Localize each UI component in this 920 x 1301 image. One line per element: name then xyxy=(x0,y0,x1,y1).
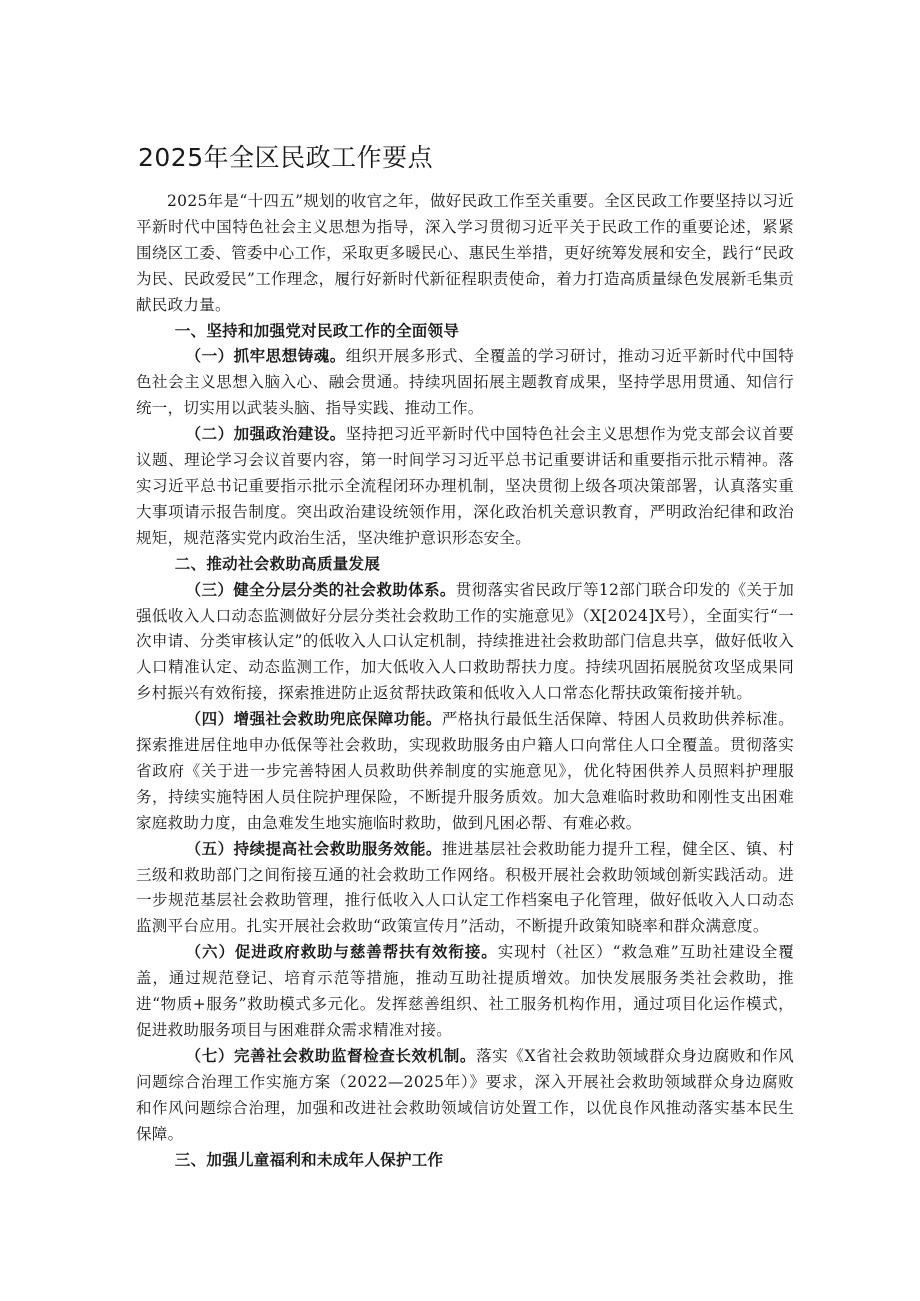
subsection-text: 推进基层社会救助能力提升工程，健全区、镇、村三级和救助部门之间衔接互通的社会救助工作网络。积极开展社会救助领域创新实践活动。进一步规范基层社会救助管理，推行低收入人口认定工作档案电子化管理，做好低收入人口动态监测平台应用。扎实开展社会救助“政策宣传月”活动，不断提升政策知晓率和群众满意度。 xyxy=(136,839,794,936)
subsection-text: 贯彻落实省民政厅等12部门联合印发的《关于加强低收入人口动态监测做好分层分类社会救助工作的实施意见》（X[2024]X号），全面实行“一次申请、分类审核认定”的低收入人口认定机制，持续推进社会救助部门信息共享，做好低收入人口精准认定、动态监测工作，加大低收入人口救助帮扶力度。持续巩固拓展脱贫攻坚成果同乡村振兴有效衔接，探索推进防止返贫帮扶政策和低收入人口常态化帮扶政策衔接并轨。 xyxy=(136,580,794,703)
subsection-text: 组织开展多形式、全覆盖的学习研讨，推动习近平新时代中国特色社会主义思想入脑入心、融会贯通。持续巩固拓展主题教育成果，坚持学思用贯通、知信行统一，切实用以武装头脑、指导实践、推动工作。 xyxy=(136,347,794,418)
subsection-text: 坚持把习近平新时代中国特色社会主义思想作为党支部会议首要议题、理论学习会议首要内容，第一时间学习习近平总书记重要讲话和重要指示批示精神。落实习近平总书记重要指示批示全流程闭环办理机制，坚决贯彻上级各项决策部署，认真落实重大事项请示报告制度。突出政治建设统领作用，深化政治机关意识教育，严明政治纪律和政治规矩，规范落实党内政治生活，坚决维护意识形态安全。 xyxy=(136,425,794,547)
subsection-5 xyxy=(136,837,794,941)
section-heading-1: 一、坚持和加强党对民政工作的全面领导 xyxy=(174,321,460,340)
section-heading-3: 三、加强儿童福利和未成年人保护工作 xyxy=(174,1150,444,1169)
subsection-lead: （七）完善社会救助监督检查长效机制。 xyxy=(185,1046,477,1065)
subsection-2 xyxy=(136,422,794,552)
subsection-text: 实现村（社区）“救急难”互助社建设全覆盖，通过规范登记、培育示范等措施，推动互助社提质增效。加快发展服务类社会救助，推进“物质+服务”救助模式多元化。发挥慈善组织、社工服务机构作用，通过项目化运作模式，促进救助服务项目与困难群众需求精准对接。 xyxy=(136,943,794,1039)
subsection-lead: （一）抓牢思想铸魂。 xyxy=(185,347,346,366)
subsection-4 xyxy=(136,707,794,837)
document-title: 2025年全区民政工作要点 xyxy=(138,143,434,172)
subsection-text: 严格执行最低生活保障、特困人员救助供养标准。探索推进居住地申办低保等社会救助，实现救助服务由户籍人口向常住人口全覆盖。贯彻落实省政府《关于进一步完善特困人员救助供养制度的实施意见》，优化特困供养人员照料护理服务，持续实施特困人员住院护理保险，不断提升服务质效。加大急难临时救助和刚性支出困难家庭救助力度，由急难发生地实施临时救助，做到凡困必帮、有难必救。 xyxy=(136,710,794,832)
section-heading-2: 二、推动社会救助高质量发展 xyxy=(174,554,381,573)
subsection-lead: （四）增强社会救助兜底保障功能。 xyxy=(185,710,442,729)
intro-paragraph: 2025年是“十四五”规划的收官之年，做好民政工作至关重要。全区民政工作要坚持以习近平新时代中国特色社会主义思想为指导，深入学习贯彻习近平关于民政工作的重要论述，紧紧围绕区工委、管委中心工作，采取更多暖民心、惠民生举措，更好统筹发展和安全，践行“民政为民、民政爱民”工作理念，履行好新时代新征程职责使命，着力打造高质量绿色发展新毛集贡献民政力量。 xyxy=(136,192,794,314)
subsection-6 xyxy=(136,940,794,1044)
subsection-7 xyxy=(136,1044,794,1148)
subsection-1 xyxy=(136,344,794,422)
subsection-text: 落实《X省社会救助领域群众身边腐败和作风问题综合治理工作实施方案（2022—2025年）》要求，深入开展社会救助领域群众身边腐败和作风问题综合治理，加强和改进社会救助领域信访处置工作，以优良作风推动落实基本民生保障。 xyxy=(136,1046,794,1143)
document-page xyxy=(136,140,794,1173)
subsection-3 xyxy=(136,578,794,708)
subsection-lead: （二）加强政治建设。 xyxy=(185,425,346,444)
subsection-lead: （五）持续提高社会救助服务效能。 xyxy=(185,839,442,858)
subsection-lead: （六）促进政府救助与慈善帮扶有效衔接。 xyxy=(185,943,498,962)
subsection-lead: （三）健全分层分类的社会救助体系。 xyxy=(185,580,456,599)
